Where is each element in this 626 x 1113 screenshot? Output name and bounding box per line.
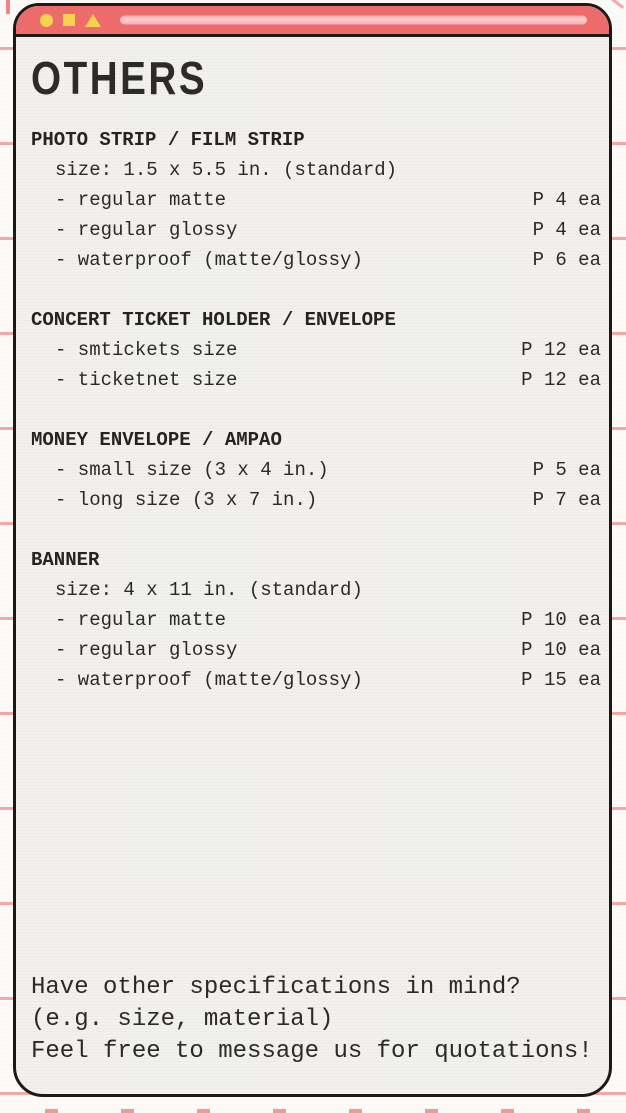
item-label: - waterproof (matte/glossy): [55, 669, 363, 691]
item-label: - regular glossy: [55, 639, 238, 661]
item-price: P 4 ea: [532, 189, 601, 211]
price-row: [31, 455, 601, 485]
bottom-edge-fragments: [45, 1109, 611, 1113]
triangle-window-control-icon: [85, 14, 101, 27]
item-price: P 12 ea: [521, 339, 601, 361]
item-price: P 15 ea: [521, 669, 601, 691]
browser-window-card: [13, 3, 612, 1097]
address-bar: [120, 16, 587, 25]
card-content: [16, 37, 609, 1094]
price-row: [31, 635, 601, 665]
item-price: P 6 ea: [532, 249, 601, 271]
section-heading: MONEY ENVELOPE / AMPAO: [31, 429, 282, 451]
section-heading: PHOTO STRIP / FILM STRIP: [31, 129, 305, 151]
item-price: P 5 ea: [532, 459, 601, 481]
price-section: [31, 425, 601, 515]
price-row: [31, 365, 601, 395]
price-section: [31, 125, 601, 275]
price-row: [31, 245, 601, 275]
item-price: P 10 ea: [521, 639, 601, 661]
item-label: - waterproof (matte/glossy): [55, 249, 363, 271]
item-label: - regular matte: [55, 189, 227, 211]
item-label: - regular glossy: [55, 219, 238, 241]
item-label: - regular matte: [55, 609, 227, 631]
price-row: [31, 485, 601, 515]
price-row: [31, 215, 601, 245]
circle-window-control-icon: [40, 14, 53, 27]
window-titlebar: [16, 6, 609, 37]
footer-line: Have other specifications in mind?: [31, 974, 521, 1001]
section-note: size: 4 x 11 in. (standard): [55, 579, 363, 601]
item-label: - ticketnet size: [55, 369, 238, 391]
item-label: - long size (3 x 7 in.): [55, 489, 318, 511]
price-section: [31, 305, 601, 395]
price-row: [31, 665, 601, 695]
section-heading: BANNER: [31, 549, 100, 571]
item-price: P 4 ea: [532, 219, 601, 241]
price-list: [31, 125, 601, 725]
ruled-line-fragment: [609, 0, 624, 9]
price-row: [31, 185, 601, 215]
price-section: [31, 545, 601, 695]
price-row: [31, 335, 601, 365]
item-price: P 7 ea: [532, 489, 601, 511]
item-price: P 10 ea: [521, 609, 601, 631]
item-label: - smtickets size: [55, 339, 238, 361]
neighbor-sticker-fragment: [6, 0, 10, 14]
page-title: OTHERS: [31, 52, 208, 104]
footer-note: [31, 972, 593, 1068]
footer-line: (e.g. size, material): [31, 1006, 334, 1033]
item-price: P 12 ea: [521, 369, 601, 391]
square-window-control-icon: [63, 14, 75, 26]
item-label: - small size (3 x 4 in.): [55, 459, 329, 481]
footer-line: Feel free to message us for quotations!: [31, 1038, 593, 1065]
section-heading: CONCERT TICKET HOLDER / ENVELOPE: [31, 309, 396, 331]
price-row: [31, 605, 601, 635]
section-note: size: 1.5 x 5.5 in. (standard): [55, 159, 398, 181]
